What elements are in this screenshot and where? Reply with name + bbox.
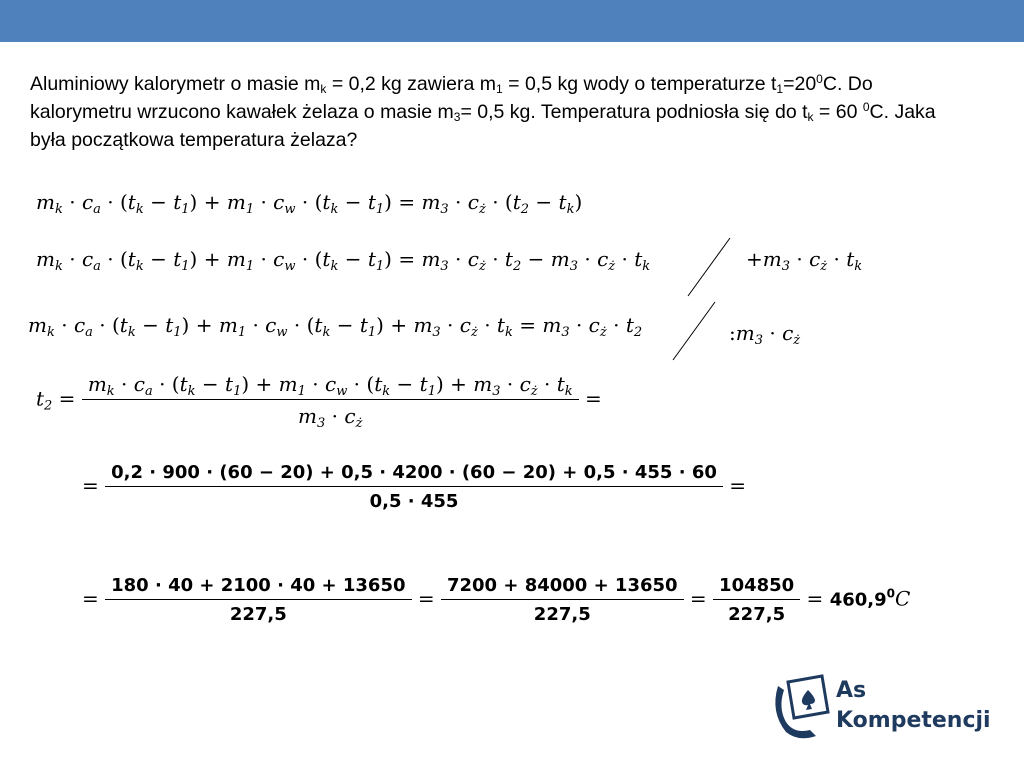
- fraction-step-1: [105, 575, 411, 625]
- step-1-numerator: 180 · 40 + 2100 · 40 + 13650: [105, 575, 411, 600]
- equation-t2-formula: $t_2$ = $\frac{m_k \cdot c_a \cdot (t_k - t_1) + m_1 \cdot c_w \cdot (t_k - t_1) + m_3 \cdot c_ż \cdot t_k}{m_3 \cdot c_ż}$ =: [36, 372, 602, 431]
- header-bar: [0, 0, 1024, 42]
- fraction-t2-denominator: $m_3 \cdot c_ż$: [298, 404, 363, 431]
- slash-divider-2: [671, 300, 717, 362]
- fraction-substitution: [105, 462, 723, 512]
- operation-divide-term: $:m_3 \cdot c_ż$: [729, 321, 801, 348]
- result-unit: C: [894, 586, 911, 611]
- substitution-denominator: 0,5 · 455: [369, 491, 459, 512]
- equation-heat-balance: $m_k \cdot c_a \cdot (t_k - t_1) + m_1 \cdot c_w \cdot (t_k - t_1) = m_3 \cdot c_ż \cdot (t_2 - t_k)$: [36, 190, 583, 217]
- logo-emblem-icon: [768, 672, 832, 744]
- logo-text: As Kompetencji: [836, 678, 991, 733]
- equation-rearranged: $m_k \cdot c_a \cdot (t_k - t_1) + m_1 \cdot c_w \cdot (t_k - t_1) + m_3 \cdot c_ż \cdot t_k = m_3 \cdot c_ż \cdot t_2$: [28, 313, 643, 340]
- step-1-denominator: 227,5: [229, 604, 287, 625]
- fraction-t2-numerator: $m_k \cdot c_a \cdot (t_k - t_1) + m_1 \cdot c_w \cdot (t_k - t_1) + m_3 \cdot c_ż \cdot t_k$: [82, 372, 579, 400]
- step-2-denominator: 227,5: [533, 604, 591, 625]
- step-3-denominator: 227,5: [728, 604, 786, 625]
- operation-add-term: $+m_3 \cdot c_ż \cdot t_k$: [746, 247, 863, 274]
- fraction-step-2: [441, 575, 684, 625]
- logo: [768, 672, 1008, 752]
- substitution-numerator: 0,2 · 900 · (60 − 20) + 0,5 · 4200 · (60 − 20) + 0,5 · 455 · 60: [105, 462, 723, 487]
- slash-divider-1: [686, 236, 732, 298]
- step-2-numerator: 7200 + 84000 + 13650: [441, 575, 684, 600]
- equation-expanded: $m_k \cdot c_a \cdot (t_k - t_1) + m_1 \cdot c_w \cdot (t_k - t_1) = m_3 \cdot c_ż \cdot t_2 - m_3 \cdot c_ż \cdot t_k$: [36, 247, 651, 274]
- step-3-numerator: 104850: [713, 575, 800, 600]
- result-degree: 0: [886, 586, 895, 601]
- equation-result: = $\frac{180 \cdot 40 + 2100 \cdot 40 + 13650}{227,5}$ = $\frac{7200 + 84000 + 13650}{227,5}$ = $\frac{104850}{227,5}$ = $460,9^0C$: [82, 575, 911, 625]
- fraction-t2: [82, 372, 579, 431]
- result-value: 460,9: [829, 589, 887, 611]
- equation-substitution: = 0,2 · 900 · (60 − 20) + 0,5 · 4200 · (60 − 20) + 0,5 · 455 · 60 0,5 · 455 =: [82, 462, 746, 512]
- fraction-step-3: [713, 575, 800, 625]
- problem-text: Aluminiowy kalorymetr o masie $m_k = 0,2$ kg zawiera $m_1 = 0,5$ kg wody o temperaturze $t_1=20^0C$. Do kalorymetru wrzucono kawałek żelaza o masie $m_3= 0,5$ kg. Temperatura podniosła się do $t_k = 60$ $^0$C. Jaka była początkowa temperatura żelaza?: [30, 72, 936, 151]
